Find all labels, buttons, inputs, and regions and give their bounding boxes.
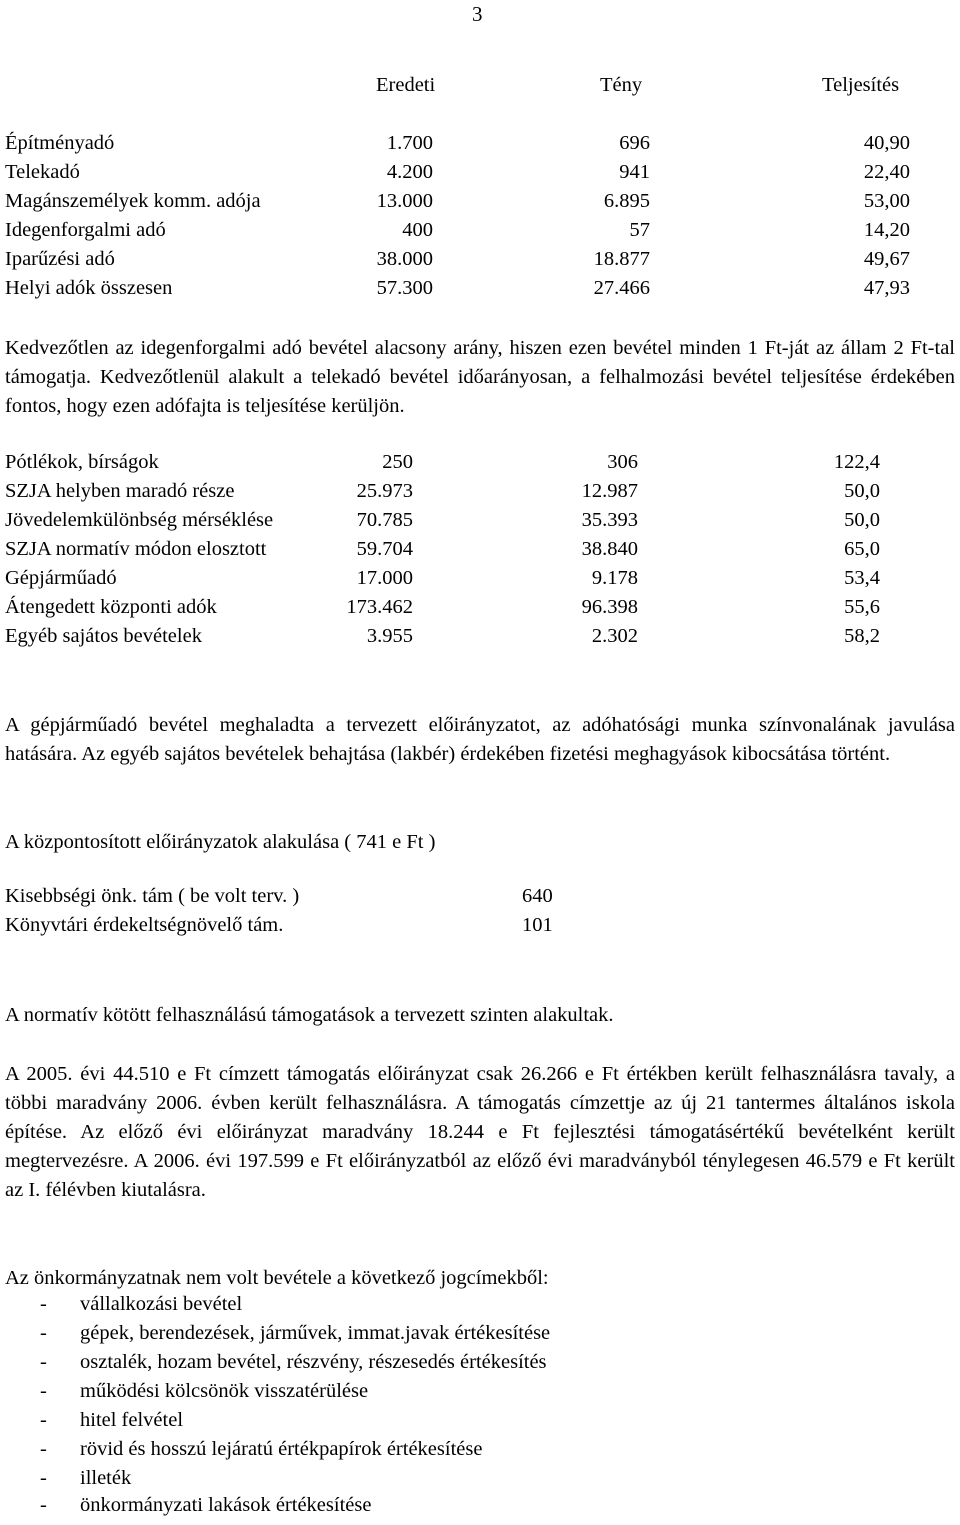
cell-eredeti: 57.300 [376, 277, 433, 299]
table-row [0, 161, 960, 189]
table-row [0, 190, 960, 218]
list-dash: - [40, 1380, 47, 1402]
list-item-text: rövid és hosszú lejáratú értékpapírok értékesítése [80, 1438, 483, 1460]
row-label: Egyéb sajátos bevételek [5, 625, 202, 647]
list-item-text: önkormányzati lakások értékesítése [80, 1494, 372, 1516]
paragraph-cimzett-tamogatas: A 2005. évi 44.510 e Ft címzett támogatás előirányzat csak 26.266 e Ft értékben került felhasználásra tavaly, a többi maradvány 2006. évben került felhasználásra. A támogatás címzettje az új 21 tantermes általános iskola építése. Az előző évi előirányzat maradvány 18.244 e Ft fejlesztési támogatásértékű bevételként került megtervezésre. A 2006. évi 197.599 e Ft előirányzatból az előző évi maradványból ténylegesen 46.579 e Ft került az I. félévben kiutalásra. [5, 1063, 955, 1201]
table-row [0, 885, 960, 914]
cell-eredeti: 400 [402, 219, 433, 241]
cell-eredeti: 4.200 [386, 161, 433, 183]
list-dash: - [40, 1438, 47, 1460]
cell-teljesites: 50,0 [844, 509, 880, 531]
list-item-text: vállalkozási bevétel [80, 1293, 243, 1315]
cell-teljesites: 55,6 [844, 596, 880, 618]
cell-teljesites: 22,40 [863, 161, 910, 183]
cell-teljesites: 53,4 [844, 567, 880, 589]
list-item [0, 1293, 960, 1322]
cell-eredeti: 13.000 [376, 190, 433, 212]
row-label: Jövedelemkülönbség mérséklése [5, 509, 274, 531]
row-label: SZJA normatív módon elosztott [5, 538, 267, 560]
cell-teny: 38.840 [581, 538, 638, 560]
list-item-text: osztalék, hozam bevétel, részvény, részesedés értékesítés [80, 1351, 547, 1373]
table-row [0, 277, 960, 305]
cell-teny: 306 [607, 451, 638, 473]
table-row [0, 625, 960, 654]
list-item [0, 1467, 960, 1496]
table-row [0, 248, 960, 276]
row-label: Telekadó [5, 161, 80, 183]
row-label: SZJA helyben maradó része [5, 480, 235, 502]
column-header-teny: Tény [600, 74, 643, 96]
row-label: Helyi adók összesen [5, 277, 173, 299]
list-item-text: gépek, berendezések, járművek, immat.javak értékesítése [80, 1322, 551, 1344]
cell-eredeti: 17.000 [356, 567, 413, 589]
cell-teny: 6.895 [603, 190, 650, 212]
list-dash: - [40, 1351, 47, 1373]
cell-teny: 57 [629, 219, 650, 241]
cell-teljesites: 50,0 [844, 480, 880, 502]
list-dash: - [40, 1494, 47, 1516]
cell-teny: 27.466 [593, 277, 650, 299]
cell-value: 640 [522, 885, 553, 907]
list-item [0, 1409, 960, 1438]
list-item-text: működési kölcsönök visszatérülése [80, 1380, 369, 1402]
list-dash: - [40, 1467, 47, 1489]
row-label: Gépjárműadó [5, 567, 117, 589]
row-label: Átengedett központi adók [5, 596, 217, 618]
table-row [0, 480, 960, 509]
column-header-teljesites: Teljesítés [822, 74, 900, 96]
cell-eredeti: 1.700 [386, 132, 433, 154]
cell-teny: 96.398 [581, 596, 638, 618]
paragraph-jogcimek-intro: Az önkormányzatnak nem volt bevétele a következő jogcímekből: [5, 1267, 549, 1289]
paragraph-kozpontositott: A központosított előirányzatok alakulása ( 741 e Ft ) [5, 831, 436, 853]
cell-teny: 18.877 [593, 248, 650, 270]
cell-eredeti: 3.955 [366, 625, 413, 647]
cell-teny: 9.178 [591, 567, 638, 589]
table-row [0, 132, 960, 160]
row-label: Építményadó [5, 132, 115, 154]
list-item-text: hitel felvétel [80, 1409, 184, 1431]
list-item-text: illeték [80, 1467, 132, 1489]
row-label: Könyvtári érdekeltségnövelő tám. [5, 914, 284, 936]
list-item [0, 1351, 960, 1380]
cell-eredeti: 173.462 [346, 596, 413, 618]
cell-value: 101 [522, 914, 553, 936]
local-taxes-table-header [0, 74, 960, 102]
cell-eredeti: 59.704 [356, 538, 413, 560]
row-label: Pótlékok, bírságok [5, 451, 159, 473]
cell-eredeti: 38.000 [376, 248, 433, 270]
table-row [0, 567, 960, 596]
cell-teny: 35.393 [581, 509, 638, 531]
list-item [0, 1322, 960, 1351]
cell-teny: 12.987 [581, 480, 638, 502]
cell-teljesites: 47,93 [863, 277, 910, 299]
cell-eredeti: 250 [382, 451, 413, 473]
list-item [0, 1380, 960, 1409]
list-item [0, 1438, 960, 1467]
table-row [0, 219, 960, 247]
paragraph-normativ: A normatív kötött felhasználású támogatások a tervezett szinten alakultak. [5, 1004, 614, 1026]
cell-teljesites: 14,20 [863, 219, 910, 241]
list-dash: - [40, 1322, 47, 1344]
cell-teljesites: 49,67 [863, 248, 910, 270]
table-row [0, 509, 960, 538]
row-label: Iparűzési adó [5, 248, 115, 270]
page-number: 3 [472, 2, 483, 26]
cell-eredeti: 70.785 [356, 509, 413, 531]
cell-teny: 696 [619, 132, 650, 154]
paragraph-gepjarmuado: A gépjárműadó bevétel meghaladta a tervezett előirányzatot, az adóhatósági munka színvonalának javulása hatására. Az egyéb sajátos bevételek behajtása (lakbér) érdekében fizetési meghagyások kibocsátása történt. [5, 714, 955, 765]
list-item [0, 1494, 960, 1523]
cell-teljesites: 65,0 [844, 538, 880, 560]
table-row [0, 596, 960, 625]
list-dash: - [40, 1293, 47, 1315]
cell-teljesites: 58,2 [844, 625, 880, 647]
table-row [0, 914, 960, 943]
column-header-eredeti: Eredeti [376, 74, 436, 96]
cell-teny: 941 [619, 161, 650, 183]
row-label: Magánszemélyek komm. adója [5, 190, 261, 212]
cell-teljesites: 53,00 [863, 190, 910, 212]
row-label: Kisebbségi önk. tám ( be volt terv. ) [5, 885, 300, 907]
cell-teljesites: 40,90 [863, 132, 910, 154]
cell-teny: 2.302 [591, 625, 638, 647]
cell-eredeti: 25.973 [356, 480, 413, 502]
row-label: Idegenforgalmi adó [5, 219, 166, 241]
table-row [0, 538, 960, 567]
list-dash: - [40, 1409, 47, 1431]
table-row [0, 451, 960, 480]
cell-teljesites: 122,4 [833, 451, 880, 473]
paragraph-idegenforgalmi: Kedvezőtlen az idegenforgalmi adó bevétel alacsony arány, hiszen ezen bevétel minden 1 Ft-ját az állam 2 Ft-tal támogatja. Kedvezőtlenül alakult a telekadó bevétel időarányosan, a felhalmozási bevétel teljesítése érdekében fontos, hogy ezen adófajta is teljesítése kerüljön. [5, 337, 955, 417]
